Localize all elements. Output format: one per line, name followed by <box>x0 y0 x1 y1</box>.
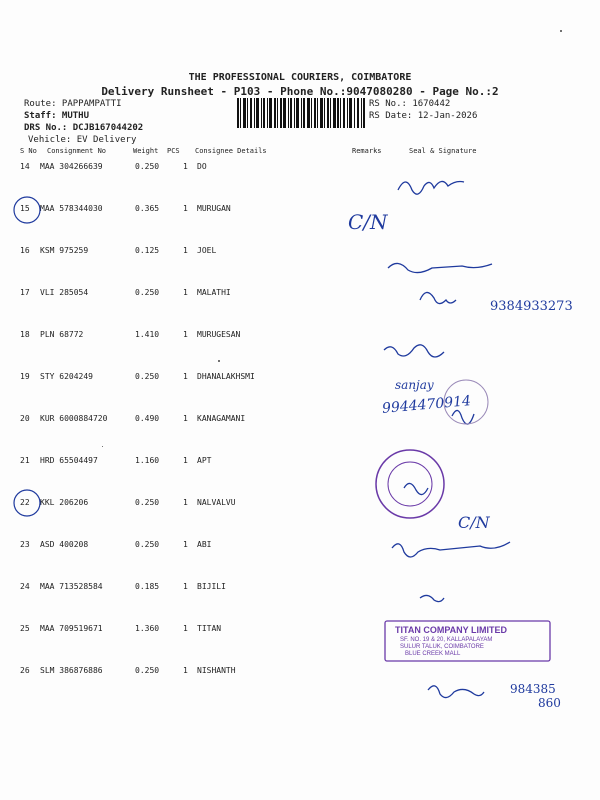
row-sno: 26 <box>20 666 30 675</box>
row-pcs: 1 <box>183 330 188 339</box>
row-weight: 0.250 <box>135 372 160 381</box>
row-consignment: MAA 709519671 <box>40 624 103 633</box>
row-consignee: KANAGAMANI <box>197 414 246 423</box>
row-sno: 21 <box>20 456 30 465</box>
runsheet-title: Delivery Runsheet - P103 - Phone No.:9047080280 - Page No.:2 <box>101 85 499 98</box>
row-consignee: JOEL <box>197 246 217 255</box>
titan-stamp-line4: BLUE CREEK MALL <box>405 651 461 657</box>
sno-circle-22 <box>14 490 40 516</box>
signature-row-18 <box>384 345 444 357</box>
signature-row-23 <box>392 542 510 557</box>
scan-speck <box>560 30 562 32</box>
row-pcs: 1 <box>183 414 188 423</box>
signature-row-16 <box>388 263 492 272</box>
row-consignee: DO <box>197 162 207 171</box>
row-sno: 24 <box>20 582 30 591</box>
vehicle-label: Vehicle: EV Delivery <box>28 135 137 145</box>
row-weight: 0.250 <box>135 288 160 297</box>
row-weight: 0.250 <box>135 498 160 507</box>
final-number-note: 984385 <box>510 682 556 696</box>
row-consignment: KSM 975259 <box>40 246 89 255</box>
titan-stamp-line2: SF. NO. 19 & 20, KALLAPALAYAM <box>400 637 493 643</box>
scan-speck <box>102 446 103 447</box>
signature-row-24 <box>420 595 444 601</box>
row-pcs: 1 <box>183 624 188 633</box>
rs-date: RS Date: 12-Jan-2026 <box>369 111 478 121</box>
cn-note-1: C/N <box>348 210 388 234</box>
col-consignee: Consignee Details <box>195 147 267 155</box>
titan-stamp-line1: TITAN COMPANY LIMITED <box>395 625 507 635</box>
row-consignment: MAA 713528584 <box>40 582 103 591</box>
row-consignment: KUR 6000884720 <box>40 414 108 423</box>
staff-label: Staff: MUTHU <box>24 111 90 121</box>
row-pcs: 1 <box>183 540 188 549</box>
row-consignee: NALVALVU <box>197 498 236 507</box>
row-sno: 19 <box>20 372 30 381</box>
row-weight: 0.185 <box>135 582 160 591</box>
signature-row-14 <box>398 181 464 194</box>
drs-label: DRS No.: DCJB167044202 <box>24 123 144 133</box>
row-sno: 23 <box>20 540 30 549</box>
row-consignment: STY 6204249 <box>40 372 93 381</box>
row-consignment: KKL 206206 <box>40 498 89 507</box>
row-pcs: 1 <box>183 498 188 507</box>
row-sno: 20 <box>20 414 30 423</box>
final-number-note-2: 860 <box>538 696 561 710</box>
col-sno: S No <box>20 147 37 155</box>
row-consignee: APT <box>197 456 212 465</box>
row-sno: 15 <box>20 204 30 213</box>
signature-row-21 <box>404 483 428 494</box>
col-consignment: Consignment No <box>47 147 107 155</box>
row-weight: 1.360 <box>135 624 160 633</box>
row-weight: 0.250 <box>135 666 160 675</box>
row-consignee: DHANALAKHSMI <box>197 372 255 381</box>
row-weight: 0.365 <box>135 204 160 213</box>
row-pcs: 1 <box>183 456 188 465</box>
row-consignment: PLN 68772 <box>40 330 84 339</box>
titan-stamp-line3: SULUR TALUK, COIMBATORE <box>400 644 484 650</box>
signature-row-20 <box>452 410 474 424</box>
row-pcs: 1 <box>183 204 188 213</box>
cn-note-2: C/N <box>458 513 490 532</box>
phone-note-2: 9944470914 <box>381 393 472 417</box>
row-sno: 16 <box>20 246 30 255</box>
row-weight: 1.160 <box>135 456 160 465</box>
rs-number: RS No.: 1670442 <box>369 99 451 109</box>
company-name: THE PROFESSIONAL COURIERS, COIMBATORE <box>188 72 412 83</box>
row-consignment: HRD 65504497 <box>40 456 98 465</box>
row-consignment: VLI 285054 <box>40 288 89 297</box>
row-sno: 22 <box>20 498 30 507</box>
row-pcs: 1 <box>183 246 188 255</box>
row-pcs: 1 <box>183 162 188 171</box>
signature-row-17 <box>420 292 456 303</box>
row-sno: 25 <box>20 624 30 633</box>
row-consignee: MALATHI <box>197 288 231 297</box>
route-label: Route: PAPPAMPATTI <box>24 99 122 109</box>
col-pcs: PCS <box>167 147 180 155</box>
row-weight: 1.410 <box>135 330 160 339</box>
row-pcs: 1 <box>183 372 188 381</box>
col-remarks: Remarks <box>352 147 382 155</box>
row-consignee: NISHANTH <box>197 666 236 675</box>
signature-row-26 <box>428 686 484 698</box>
row-sno: 17 <box>20 288 30 297</box>
row-sno: 14 <box>20 162 30 171</box>
row-consignee: MURUGESAN <box>197 330 241 339</box>
row-consignee: MURUGAN <box>197 204 231 213</box>
row-pcs: 1 <box>183 582 188 591</box>
row-consignment: SLM 386876886 <box>40 666 103 675</box>
row-consignee: BIJILI <box>197 582 226 591</box>
row-consignment: ASD 400208 <box>40 540 89 549</box>
row-weight: 0.250 <box>135 162 160 171</box>
row-consignee: ABI <box>197 540 212 549</box>
row-weight: 0.490 <box>135 414 160 423</box>
sanjay-note: sanjay <box>395 378 434 392</box>
row-consignee: TITAN <box>197 624 222 633</box>
row-weight: 0.125 <box>135 246 160 255</box>
row-weight: 0.250 <box>135 540 160 549</box>
row-pcs: 1 <box>183 288 188 297</box>
col-seal: Seal & Signature <box>409 147 477 155</box>
row-pcs: 1 <box>183 666 188 675</box>
row-consignment: MAA 578344030 <box>40 204 103 213</box>
phone-note-1: 9384933273 <box>490 299 573 314</box>
scan-speck <box>218 360 220 362</box>
sno-circle-15 <box>14 197 40 223</box>
row-consignment: MAA 304266639 <box>40 162 103 171</box>
col-weight: Weight <box>133 147 159 155</box>
row-sno: 18 <box>20 330 30 339</box>
